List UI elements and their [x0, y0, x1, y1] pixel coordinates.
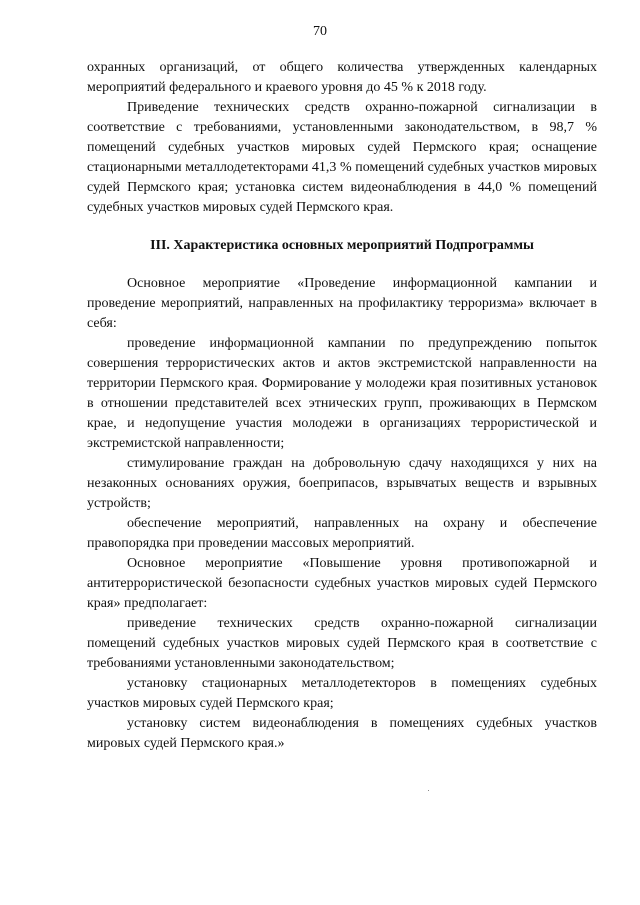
paragraph-main-activity-info-campaign: Основное мероприятие «Проведение информационной кампании и проведение мероприятий, направленных на профилактику терроризма» включает в себя: [87, 276, 597, 331]
scan-speck [428, 790, 429, 791]
paragraph-equipment-results: Приведение технических средств охранно-пожарной сигнализации в соответствие с требованиями, установленными законодательством, в 98,7 % помещений судебных участков мировых судей Пермского края; оснащение стационарными металлодетекторами 41,3 % помещений судебных участков мировых судей Пермского края; установка систем видеонаблюдения в 44,0 % помещений судебных участков мировых судей Пермского края. [87, 100, 597, 215]
paragraph-video-surveillance: установку систем видеонаблюдения в помещениях судебных участков мировых судей Пермского края.» [87, 716, 597, 751]
paragraph-weapons-surrender: стимулирование граждан на добровольную сдачу находящихся у них на незаконных основаниях оружия, боеприпасов, взрывчатых веществ и взрывных устройств; [87, 456, 597, 511]
document-body [87, 58, 597, 754]
paragraph-main-activity-safety: Основное мероприятие «Повышение уровня противопожарной и антитеррористической безопасности судебных участков мировых судей Пермского края» предполагает: [87, 556, 597, 611]
paragraph-info-campaign: проведение информационной кампании по предупреждению попыток совершения террористических актов и актов экстремистской направленности на территории Пермского края. Формирование у молодежи края позитивных установок в отношении представителей всех этнических групп, проживающих в Пермском крае, и недопущение участия молодежи в организациях террористической и экстремистской направленности; [87, 336, 597, 451]
paragraph-alarm-systems: приведение технических средств охранно-пожарной сигнализации помещений судебных участков мировых судей Пермского края в соответствие с требованиями установленными законодательством; [87, 616, 597, 671]
paragraph-continuation: охранных организаций, от общего количества утвержденных календарных мероприятий федерального и краевого уровня до 45 % к 2018 году. [87, 60, 597, 95]
section-heading: III. Характеристика основных мероприятий Подпрограммы [150, 238, 534, 253]
paragraph-public-order: обеспечение мероприятий, направленных на охрану и обеспечение правопорядка при проведении массовых мероприятий. [87, 516, 597, 551]
paragraph-metal-detectors: установку стационарных металлодетекторов в помещениях судебных участков мировых судей Пермского края; [87, 676, 597, 711]
page-number: 70 [313, 24, 327, 39]
